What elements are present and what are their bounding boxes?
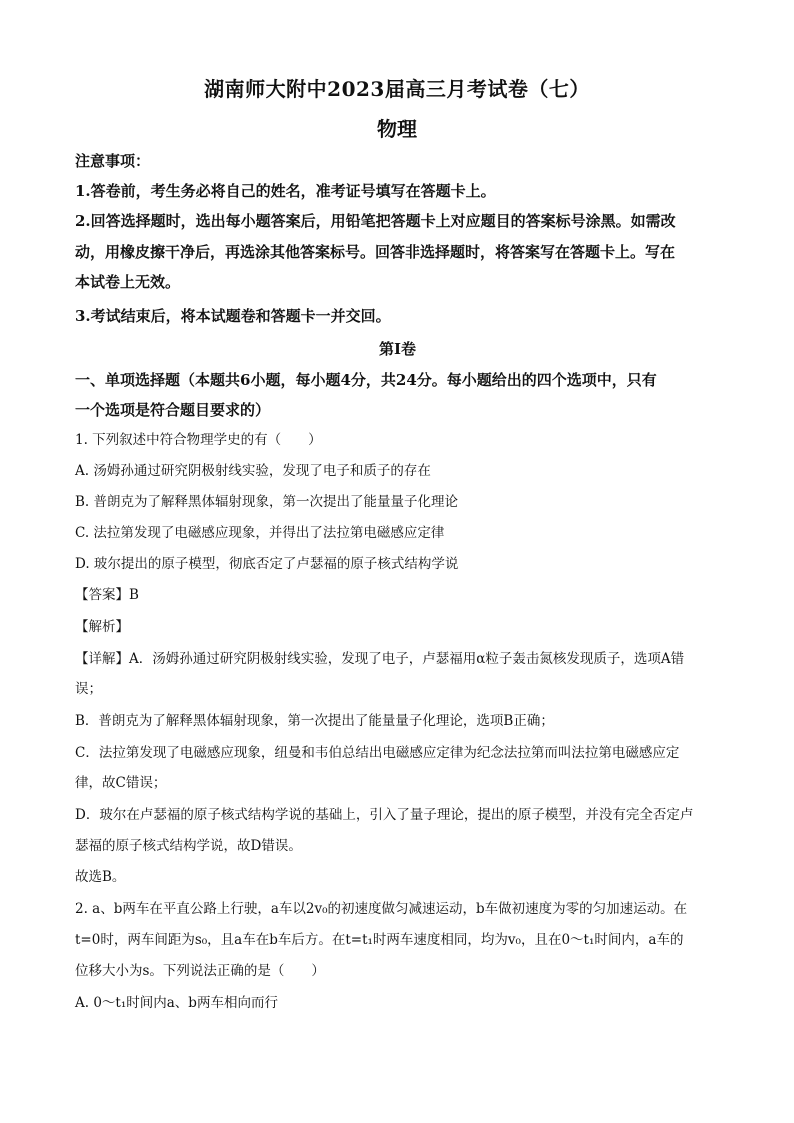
subject-title: 物理 bbox=[377, 117, 417, 141]
q1-detail-line-2: 误； bbox=[75, 681, 102, 697]
q2-stem-line-2: t=0时，两车间距为s₀，且a车在b车后方。在t=t₁时两车速度相同，均为v₀，且在0～t₁时间内，a车的 bbox=[75, 932, 684, 948]
notice-item-2-line-2: 动，用橡皮擦干净后，再选涂其他答案标号。回答非选择题时，将答案写在答题卡上。写在 bbox=[75, 243, 676, 261]
q1-detail-c-line-2: 律，故C错误； bbox=[75, 775, 167, 791]
q2-stem-line-1: 2. a、b两车在平直公路上行驶，a车以2v₀的初速度做匀减速运动，b车做初速度为零的匀加速运动。在 bbox=[75, 901, 688, 917]
q2-stem-line-3: 位移大小为s。下列说法正确的是（ ） bbox=[75, 963, 325, 979]
notice-heading: 注意事项： bbox=[75, 152, 151, 170]
q1-detail-line-1: 【详解】A．汤姆孙通过研究阴极射线实验，发现了电子，卢瑟福用α粒子轰击氮核发现质子，选项A错 bbox=[75, 651, 685, 667]
q1-option-a: A. 汤姆孙通过研究阴极射线实验，发现了电子和质子的存在 bbox=[75, 463, 431, 479]
q1-option-c: C. 法拉第发现了电磁感应现象，并得出了法拉第电磁感应定律 bbox=[75, 525, 445, 541]
q1-answer: 【答案】B bbox=[75, 587, 139, 603]
q1-detail-d-line-1: D．玻尔在卢瑟福的原子核式结构学说的基础上，引入了量子理论，提出的原子模型，并没有完全否定卢 bbox=[75, 807, 694, 823]
notice-item-2-line-1: 2.回答选择题时，选出每小题答案后，用铅笔把答题卡上对应题目的答案标号涂黑。如需改 bbox=[75, 212, 676, 230]
q1-conclusion: 故选B。 bbox=[75, 869, 126, 885]
q1-detail-d-line-2: 瑟福的原子核式结构学说，故D错误。 bbox=[75, 838, 302, 854]
q1-detail-b: B．普朗克为了解释黑体辐射现象，第一次提出了能量量子化理论，选项B正确； bbox=[75, 713, 554, 729]
exam-title: 湖南师大附中2023届高三月考试卷（七） bbox=[204, 77, 590, 101]
q1-option-d: D. 玻尔提出的原子模型，彻底否定了卢瑟福的原子核式结构学说 bbox=[75, 556, 459, 572]
section-heading-line-1: 一、单项选择题（本题共6小题，每小题4分，共24分。每小题给出的四个选项中，只有 bbox=[75, 371, 657, 389]
notice-item-2-line-3: 本试卷上无效。 bbox=[75, 273, 181, 291]
q1-detail-c-line-1: C．法拉第发现了电磁感应现象，纽曼和韦伯总结出电磁感应定律为纪念法拉第而叫法拉第电磁感应定 bbox=[75, 745, 680, 761]
q1-option-b: B. 普朗克为了解释黑体辐射现象，第一次提出了能量量子化理论 bbox=[75, 494, 459, 510]
notice-item-1: 1.答卷前，考生务必将自己的姓名，准考证号填写在答题卡上。 bbox=[75, 182, 496, 200]
q1-analysis-label: 【解析】 bbox=[75, 619, 129, 635]
q1-stem: 1. 下列叙述中符合物理学史的有（ ） bbox=[75, 432, 322, 448]
volume-label: 第I卷 bbox=[378, 340, 417, 358]
section-heading-line-2: 一个选项是符合题目要求的） bbox=[75, 401, 271, 419]
q2-option-a: A. 0～t₁时间内a、b两车相向而行 bbox=[75, 995, 278, 1011]
notice-item-3: 3.考试结束后，将本试题卷和答题卡一并交回。 bbox=[75, 307, 391, 325]
